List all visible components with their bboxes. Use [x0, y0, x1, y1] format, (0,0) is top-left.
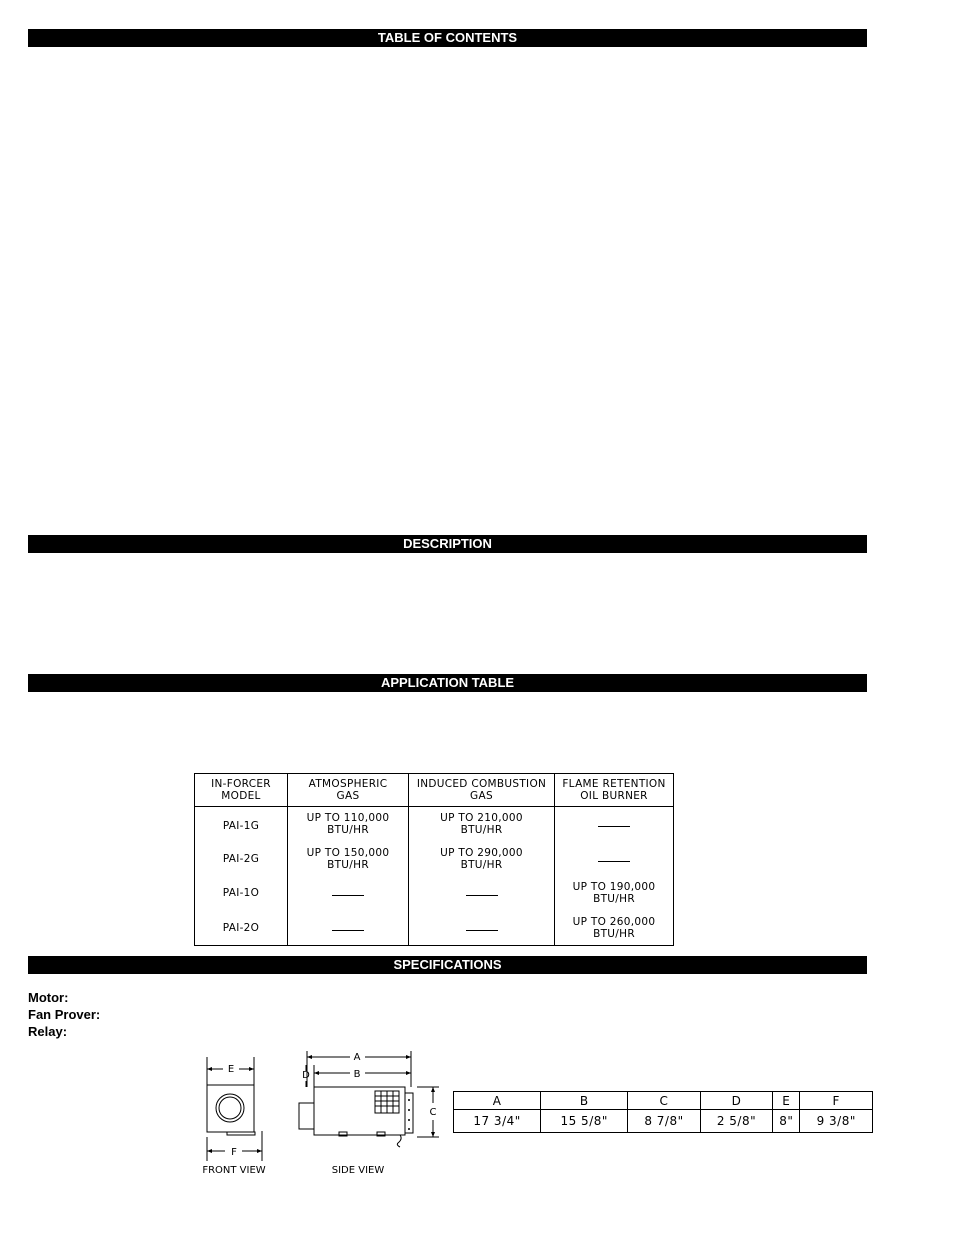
model-cell: PAI-1G [195, 807, 288, 842]
not-applicable-dash [598, 820, 630, 827]
dim-header-c: C [628, 1092, 700, 1110]
atmospheric-cell [288, 910, 409, 945]
dim-label-f: F [231, 1147, 237, 1158]
model-cell: PAI-2G [195, 842, 288, 876]
dim-label-b: B [353, 1069, 361, 1080]
oil-cell [555, 842, 674, 876]
dim-label-e: E [227, 1064, 235, 1075]
col-header-oil: FLAME RETENTION OIL BURNER [555, 774, 674, 807]
col-header-atmospheric: ATMOSPHERIC GAS [288, 774, 409, 807]
not-applicable-dash [332, 924, 364, 931]
oil-cell: UP TO 190,000 BTU/HR [555, 876, 674, 910]
dim-value-e: 8" [773, 1110, 800, 1133]
induced-cell [409, 910, 555, 945]
col-header-induced: INDUCED COMBUSTION GAS [409, 774, 555, 807]
not-applicable-dash [332, 889, 364, 896]
dim-label-a: A [353, 1052, 361, 1063]
atmospheric-cell: UP TO 150,000 BTU/HR [288, 842, 409, 876]
dim-value-d: 2 5/8" [700, 1110, 772, 1133]
table-row [195, 876, 674, 910]
application-table-header: APPLICATION TABLE [28, 674, 867, 692]
description-header: DESCRIPTION [28, 535, 867, 553]
dim-header-e: E [773, 1092, 800, 1110]
application-table [194, 773, 674, 946]
relay-label: Relay: [28, 1024, 68, 1039]
not-applicable-dash [466, 924, 498, 931]
side-view-caption: SIDE VIEW [331, 1165, 385, 1176]
atmospheric-cell: UP TO 110,000 BTU/HR [288, 807, 409, 842]
oil-cell [555, 807, 674, 842]
not-applicable-dash [598, 855, 630, 862]
dimension-drawing [195, 1045, 445, 1180]
atmospheric-cell [288, 876, 409, 910]
oil-cell: UP TO 260,000 BTU/HR [555, 910, 674, 945]
model-cell: PAI-2O [195, 910, 288, 945]
dim-value-a: 17 3/4" [454, 1110, 541, 1133]
induced-cell [409, 876, 555, 910]
specifications-header: SPECIFICATIONS [28, 956, 867, 974]
dim-label-d: D [302, 1070, 310, 1081]
dim-value-f: 9 3/8" [800, 1110, 873, 1133]
table-row [195, 842, 674, 876]
dim-value-c: 8 7/8" [628, 1110, 700, 1133]
motor-label: Motor: [28, 990, 69, 1005]
col-header-model: IN-FORCER MODEL [195, 774, 288, 807]
dim-header-f: F [800, 1092, 873, 1110]
fan-prover-label: Fan Prover: [28, 1007, 101, 1022]
dimensions-table [453, 1091, 873, 1133]
dim-header-d: D [700, 1092, 772, 1110]
front-view-caption: FRONT VIEW [202, 1165, 266, 1176]
model-cell: PAI-1O [195, 876, 288, 910]
dim-header-b: B [541, 1092, 628, 1110]
dim-value-b: 15 5/8" [541, 1110, 628, 1133]
table-row [195, 807, 674, 842]
induced-cell: UP TO 210,000 BTU/HR [409, 807, 555, 842]
toc-header: TABLE OF CONTENTS [28, 29, 867, 47]
not-applicable-dash [466, 889, 498, 896]
table-row [195, 910, 674, 945]
induced-cell: UP TO 290,000 BTU/HR [409, 842, 555, 876]
dim-header-a: A [454, 1092, 541, 1110]
dim-label-c: C [429, 1107, 437, 1118]
